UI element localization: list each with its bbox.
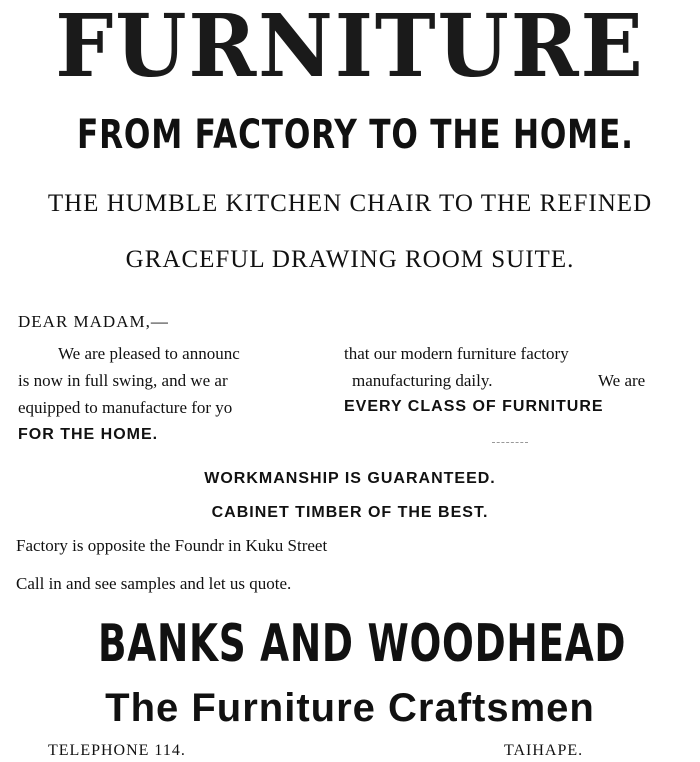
factory-location: Factory is opposite the Foundr in Kuku Street (16, 536, 328, 555)
divider-dashes (492, 442, 528, 443)
body-row-1-left: We are pleased to announc (58, 344, 240, 363)
body-row-2-right: We are (598, 371, 646, 390)
body-row-4-text: FOR THE HOME. (18, 426, 159, 443)
headline: FURNITURE (55, 0, 645, 97)
body-row-2-mid: manufacturing daily. (352, 371, 493, 390)
tagline-1: THE HUMBLE KITCHEN CHAIR TO THE REFINED (47, 190, 653, 217)
firm-name: BANKS AND WOODHEAD (97, 614, 627, 674)
tagline-2: GRACEFUL DRAWING ROOM SUITE. (125, 246, 575, 273)
body-row-1-right: that our modern furniture factory (344, 344, 569, 363)
body-row-2-left: is now in full swing, and we ar (18, 371, 228, 390)
firm-tagline: The Furniture Craftsmen (105, 686, 595, 730)
body-row-3-left: equipped to manufacture for yo (18, 398, 233, 417)
call-to-action: Call in and see samples and let us quote. (16, 574, 292, 593)
telephone: TELEPHONE 114. (48, 742, 186, 759)
guarantee-workmanship: WORKMANSHIP IS GUARANTEED. (204, 470, 496, 487)
town: TAIHAPE. (504, 742, 584, 759)
subheadline: FROM FACTORY TO THE HOME. (77, 112, 634, 158)
body-row-3-right: EVERY CLASS OF FURNITURE (344, 398, 604, 415)
guarantee-timber: CABINET TIMBER OF THE BEST. (211, 504, 489, 521)
salutation: DEAR MADAM,— (18, 312, 169, 331)
